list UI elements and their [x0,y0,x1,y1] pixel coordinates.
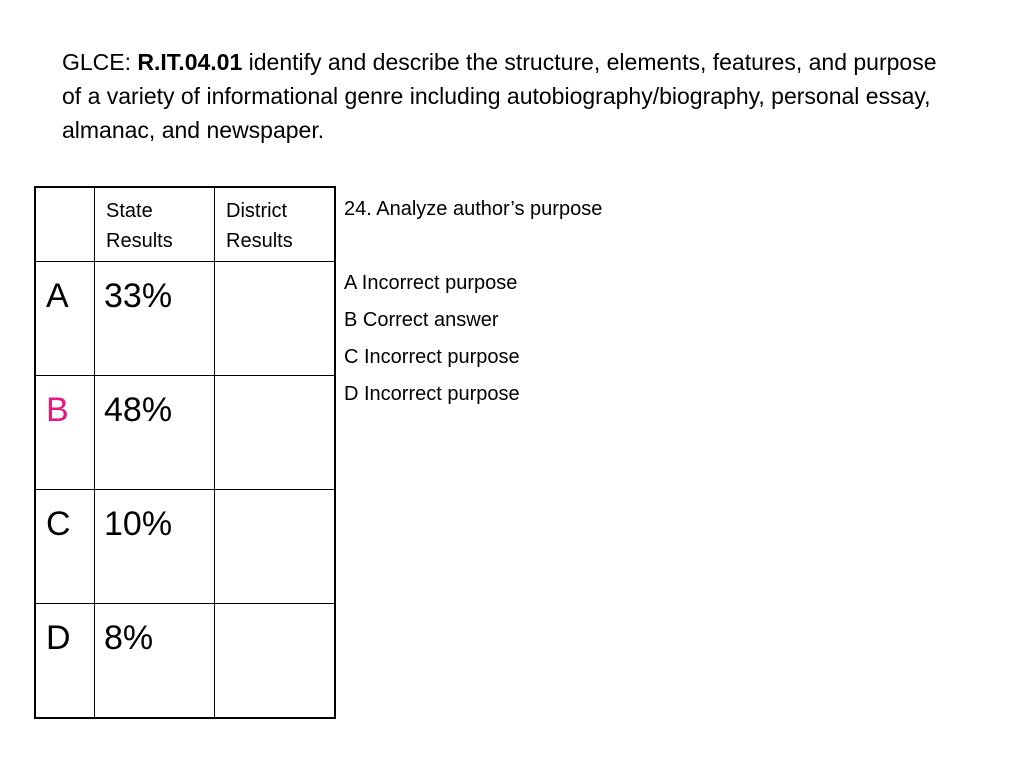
district-result-cell [215,376,336,490]
table-row [35,262,335,376]
option-cell [35,262,95,376]
option-letter: C [46,505,71,543]
state-result-value: 10% [104,505,173,543]
glce-prefix: GLCE: [62,49,132,75]
table-header-row [35,187,335,262]
glce-description: identify and describe the structure, elements, features, and purpose of a variety of informational genre including autobiography/biography, personal essay, almanac, and newspaper. [62,49,937,143]
state-result-cell [95,604,215,719]
district-result-cell [215,490,336,604]
state-result-cell [95,490,215,604]
district-results-line2: Results [226,230,293,252]
table-row [35,490,335,604]
state-results-line2: Results [106,230,173,252]
option-cell [35,490,95,604]
state-result-value: 48% [104,391,173,429]
district-result-value [215,376,334,390]
district-result-value [215,604,334,618]
district-result-cell [215,262,336,376]
answer-item: A Incorrect purpose [344,272,518,294]
glce-header [62,45,962,147]
answer-item: D Incorrect purpose [344,383,520,405]
district-result-value [215,490,334,504]
state-result-cell [95,262,215,376]
option-cell [35,376,95,490]
option-letter-correct: B [46,391,69,429]
answer-item: C Incorrect purpose [344,346,520,368]
results-table [34,186,336,719]
district-result-cell [215,604,336,719]
state-results-line1: State [106,200,153,222]
table-row [35,604,335,719]
question-title: 24. Analyze author’s purpose [344,198,603,220]
state-result-value: 33% [104,277,173,315]
option-letter: A [46,277,69,315]
answer-item: B Correct answer [344,309,499,331]
header-district-results [215,187,336,262]
option-cell [35,604,95,719]
state-result-cell [95,376,215,490]
table-row [35,376,335,490]
district-results-line1: District [226,200,288,222]
option-letter: D [46,619,71,657]
header-empty-cell [35,187,95,262]
district-result-value [215,262,334,276]
state-result-value: 8% [104,619,154,657]
answer-list [344,269,520,417]
header-state-results [95,187,215,262]
glce-code: R.IT.04.01 [137,49,243,75]
